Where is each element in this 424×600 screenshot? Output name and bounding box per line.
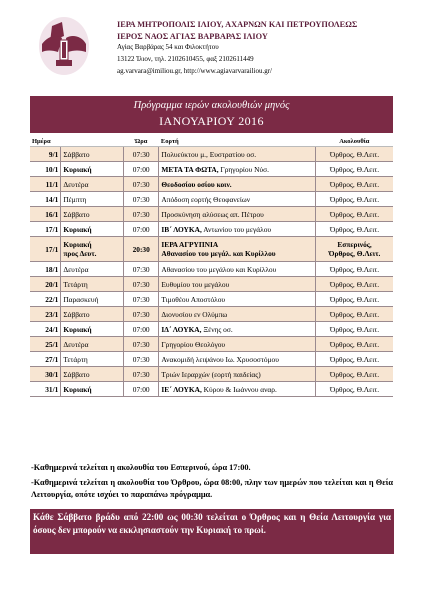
row-day: Κυριακή (61, 162, 124, 177)
row-day: Σάββατο (61, 147, 124, 162)
table-row (30, 382, 393, 397)
row-service: Όρθρος, Θ.Λειτ. (316, 177, 393, 192)
row-feast (159, 162, 316, 177)
row-feast: Ευθυμίου του μεγάλου (159, 277, 316, 292)
row-service: Όρθρος, Θ.Λειτ. (316, 352, 393, 367)
table-row (30, 147, 393, 162)
letterhead (0, 0, 424, 92)
table-row (30, 367, 393, 382)
table-row (30, 222, 393, 237)
row-feast: Απόδοση εορτής Θεοφανείων (159, 192, 316, 207)
table-row (30, 177, 393, 192)
saturday-notice-banner: Κάθε Σάββατο βράδυ από 22:00 ως 00:30 τελείται ο Όρθρος και η Θεία Λειτουργία για όσους δεν μπορούν να εκκλησιαστούν την Κυριακή το πρωί. (30, 509, 394, 554)
row-service (316, 237, 393, 262)
row-date: 11/1 (30, 177, 61, 192)
row-service: Όρθρος, Θ.Λειτ. (316, 277, 393, 292)
row-feast: Θεοδοσίου οσίου κοιν. (159, 177, 316, 192)
table-row (30, 162, 393, 177)
row-day: Δευτέρα (61, 177, 124, 192)
row-feast: Τριών Ιεραρχών (εορτή παιδείας) (159, 367, 316, 382)
note-matins: -Καθημερινά τελείται η ακολουθία του Όρθρου, ώρα 08:00, πλην των ημερών που τελείται και η Θεία Λειτουργία, οπότε ισχύει το παραπάνω πρόγραμμα. (31, 477, 393, 499)
row-feast: Ανακομιδή λειψάνου Ιω. Χρυσοστόμου (159, 352, 316, 367)
row-day: Τετάρτη (61, 277, 124, 292)
row-time: 07:30 (124, 277, 159, 292)
row-feast: Πολυεύκτου μ., Ευστρατίου οσ. (159, 147, 316, 162)
row-service: Όρθρος, Θ.Λειτ. (316, 222, 393, 237)
row-time: 07:30 (124, 192, 159, 207)
vigil-saints: Αθανασίου του μεγάλ. και Κυρίλλου (161, 249, 276, 258)
row-day: Κυριακή (61, 322, 124, 337)
row-feast: Διονυσίου εν Ολύμπω (159, 307, 316, 322)
note-vespers: -Καθημερινά τελείται η ακολουθία του Εσπερινού, ώρα 17:00. (31, 463, 251, 472)
row-date: 17/1 (30, 222, 61, 237)
row-service: Όρθρος, Θ.Λειτ. (316, 262, 393, 277)
row-date: 25/1 (30, 337, 61, 352)
row-time: 07:00 (124, 162, 159, 177)
row-date: 17/1 (30, 237, 61, 262)
church-name: ΙΕΡΟΣ ΝΑΟΣ ΑΓΙΑΣ ΒΑΡΒΑΡΑΣ ΙΛΙΟΥ (117, 31, 268, 41)
church-logo (38, 16, 90, 76)
notes-section (31, 462, 393, 504)
table-row (30, 277, 393, 292)
feast-saints: Αντωνίου του μεγάλου (201, 224, 272, 234)
row-date: 31/1 (30, 382, 61, 397)
row-day: Σάββατο (61, 307, 124, 322)
row-date: 24/1 (30, 322, 61, 337)
row-day: Δευτέρα (61, 337, 124, 352)
row-day: Κυριακή (61, 222, 124, 237)
row-time: 07:00 (124, 322, 159, 337)
vigil-day-note: προς Δευτ. (63, 249, 97, 258)
table-header-row (30, 136, 393, 147)
row-date: 20/1 (30, 277, 61, 292)
header-time: Ώρα (124, 136, 159, 147)
row-date: 27/1 (30, 352, 61, 367)
row-service: Όρθρος, Θ.Λειτ. (316, 162, 393, 177)
schedule-title: Πρόγραμμα ιερών ακολουθιών μηνός (133, 100, 290, 111)
feast-sunday-title: ΙΔ΄ ΛΟΥΚΑ, (161, 324, 202, 334)
row-time: 07:30 (124, 147, 159, 162)
row-date: 23/1 (30, 307, 61, 322)
row-service: Όρθρος, Θ.Λειτ. (316, 192, 393, 207)
row-time: 07:00 (124, 382, 159, 397)
table-row (30, 337, 393, 352)
table-row (30, 322, 393, 337)
row-feast: Γρηγορίου Θεολόγου (159, 337, 316, 352)
row-date: 16/1 (30, 207, 61, 222)
row-service: Όρθρος, Θ.Λειτ. (316, 382, 393, 397)
row-time: 07:30 (124, 262, 159, 277)
row-time: 07:30 (124, 367, 159, 382)
row-time: 07:30 (124, 337, 159, 352)
row-time: 07:30 (124, 177, 159, 192)
feast-sunday-title: ΙΕ΄ ΛΟΥΚΑ, (161, 384, 202, 394)
vigil-service-2: Όρθρος, Θ.Λειτ. (328, 249, 381, 258)
header-feast: Εορτή (159, 136, 316, 147)
row-time: 07:00 (124, 222, 159, 237)
row-day: Σάββατο (61, 367, 124, 382)
table-row (30, 292, 393, 307)
row-date: 30/1 (30, 367, 61, 382)
table-row (30, 207, 393, 222)
feast-sunday-title: ΜΕΤΑ ΤΑ ΦΩΤΑ, (161, 164, 219, 174)
row-date: 18/1 (30, 262, 61, 277)
row-day: Παρασκευή (61, 292, 124, 307)
row-time: 20:30 (124, 237, 159, 262)
row-service: Όρθρος, Θ.Λειτ. (316, 367, 393, 382)
row-day: Τετάρτη (61, 352, 124, 367)
row-date: 10/1 (30, 162, 61, 177)
row-time: 07:30 (124, 307, 159, 322)
row-day: Δευτέρα (61, 262, 124, 277)
schedule-title-banner (30, 96, 393, 133)
church-address: Αγίας Βαρβάρας 54 και Φιλοκτήτου (117, 43, 219, 52)
row-feast (159, 237, 316, 262)
metropolis-name: ΙΕΡΑ ΜΗΤΡΟΠΟΛΙΣ ΙΛΙΟΥ, ΑΧΑΡΝΩΝ ΚΑΙ ΠΕΤΡΟΥΠΟΛΕΩΣ (117, 20, 358, 29)
row-day: Κυριακή (61, 382, 124, 397)
row-service: Όρθρος, Θ.Λειτ. (316, 322, 393, 337)
table-row-vigil (30, 237, 393, 262)
row-date: 22/1 (30, 292, 61, 307)
vigil-service-1: Εσπερινός, (337, 240, 372, 249)
table-row (30, 192, 393, 207)
table-row (30, 262, 393, 277)
row-feast: Τιμοθέου Αποστόλου (159, 292, 316, 307)
row-time: 07:30 (124, 207, 159, 222)
feast-saints: Κύρου & Ιωάννου αναρ. (201, 384, 277, 394)
row-day (61, 237, 124, 262)
row-service: Όρθρος, Θ.Λειτ. (316, 292, 393, 307)
table-row (30, 307, 393, 322)
row-feast: Προσκύνηση αλύσεως απ. Πέτρου (159, 207, 316, 222)
row-service: Όρθρος, Θ.Λειτ. (316, 207, 393, 222)
row-service: Όρθρος, Θ.Λειτ. (316, 307, 393, 322)
schedule-month: ΙΑΝΟΥΑΡΙΟΥ 2016 (159, 114, 264, 128)
header-day: Ημέρα (30, 136, 124, 147)
row-service: Όρθρος, Θ.Λειτ. (316, 147, 393, 162)
row-time: 07:30 (124, 292, 159, 307)
header-service: Ακολουθία (316, 136, 393, 147)
services-table (30, 136, 393, 397)
row-service: Όρθρος, Θ.Λειτ. (316, 337, 393, 352)
row-day: Σάββατο (61, 207, 124, 222)
table-row (30, 352, 393, 367)
vigil-title: ΙΕΡΑ ΑΓΡΥΠΝΙΑ (161, 240, 219, 249)
row-feast (159, 382, 316, 397)
row-date: 14/1 (30, 192, 61, 207)
row-feast (159, 322, 316, 337)
row-date: 9/1 (30, 147, 61, 162)
row-feast: Αθανασίου του μεγάλου και Κυρίλλου (159, 262, 316, 277)
church-contact: ag.varvara@imiliou.gr, http://www.agiavarvarailiou.gr/ (117, 66, 272, 75)
row-day: Πέμπτη (61, 192, 124, 207)
feast-saints: Ξένης οσ. (201, 324, 233, 334)
feast-saints: Γρηγορίου Νύσ. (218, 164, 269, 174)
feast-sunday-title: ΙΒ΄ ΛΟΥΚΑ, (161, 224, 202, 234)
row-time: 07:30 (124, 352, 159, 367)
row-feast (159, 222, 316, 237)
church-phones: 13122 Ίλιον, τηλ. 2102610455, φαξ 2102611449 (117, 55, 254, 64)
vigil-day: Κυριακή (63, 240, 92, 249)
